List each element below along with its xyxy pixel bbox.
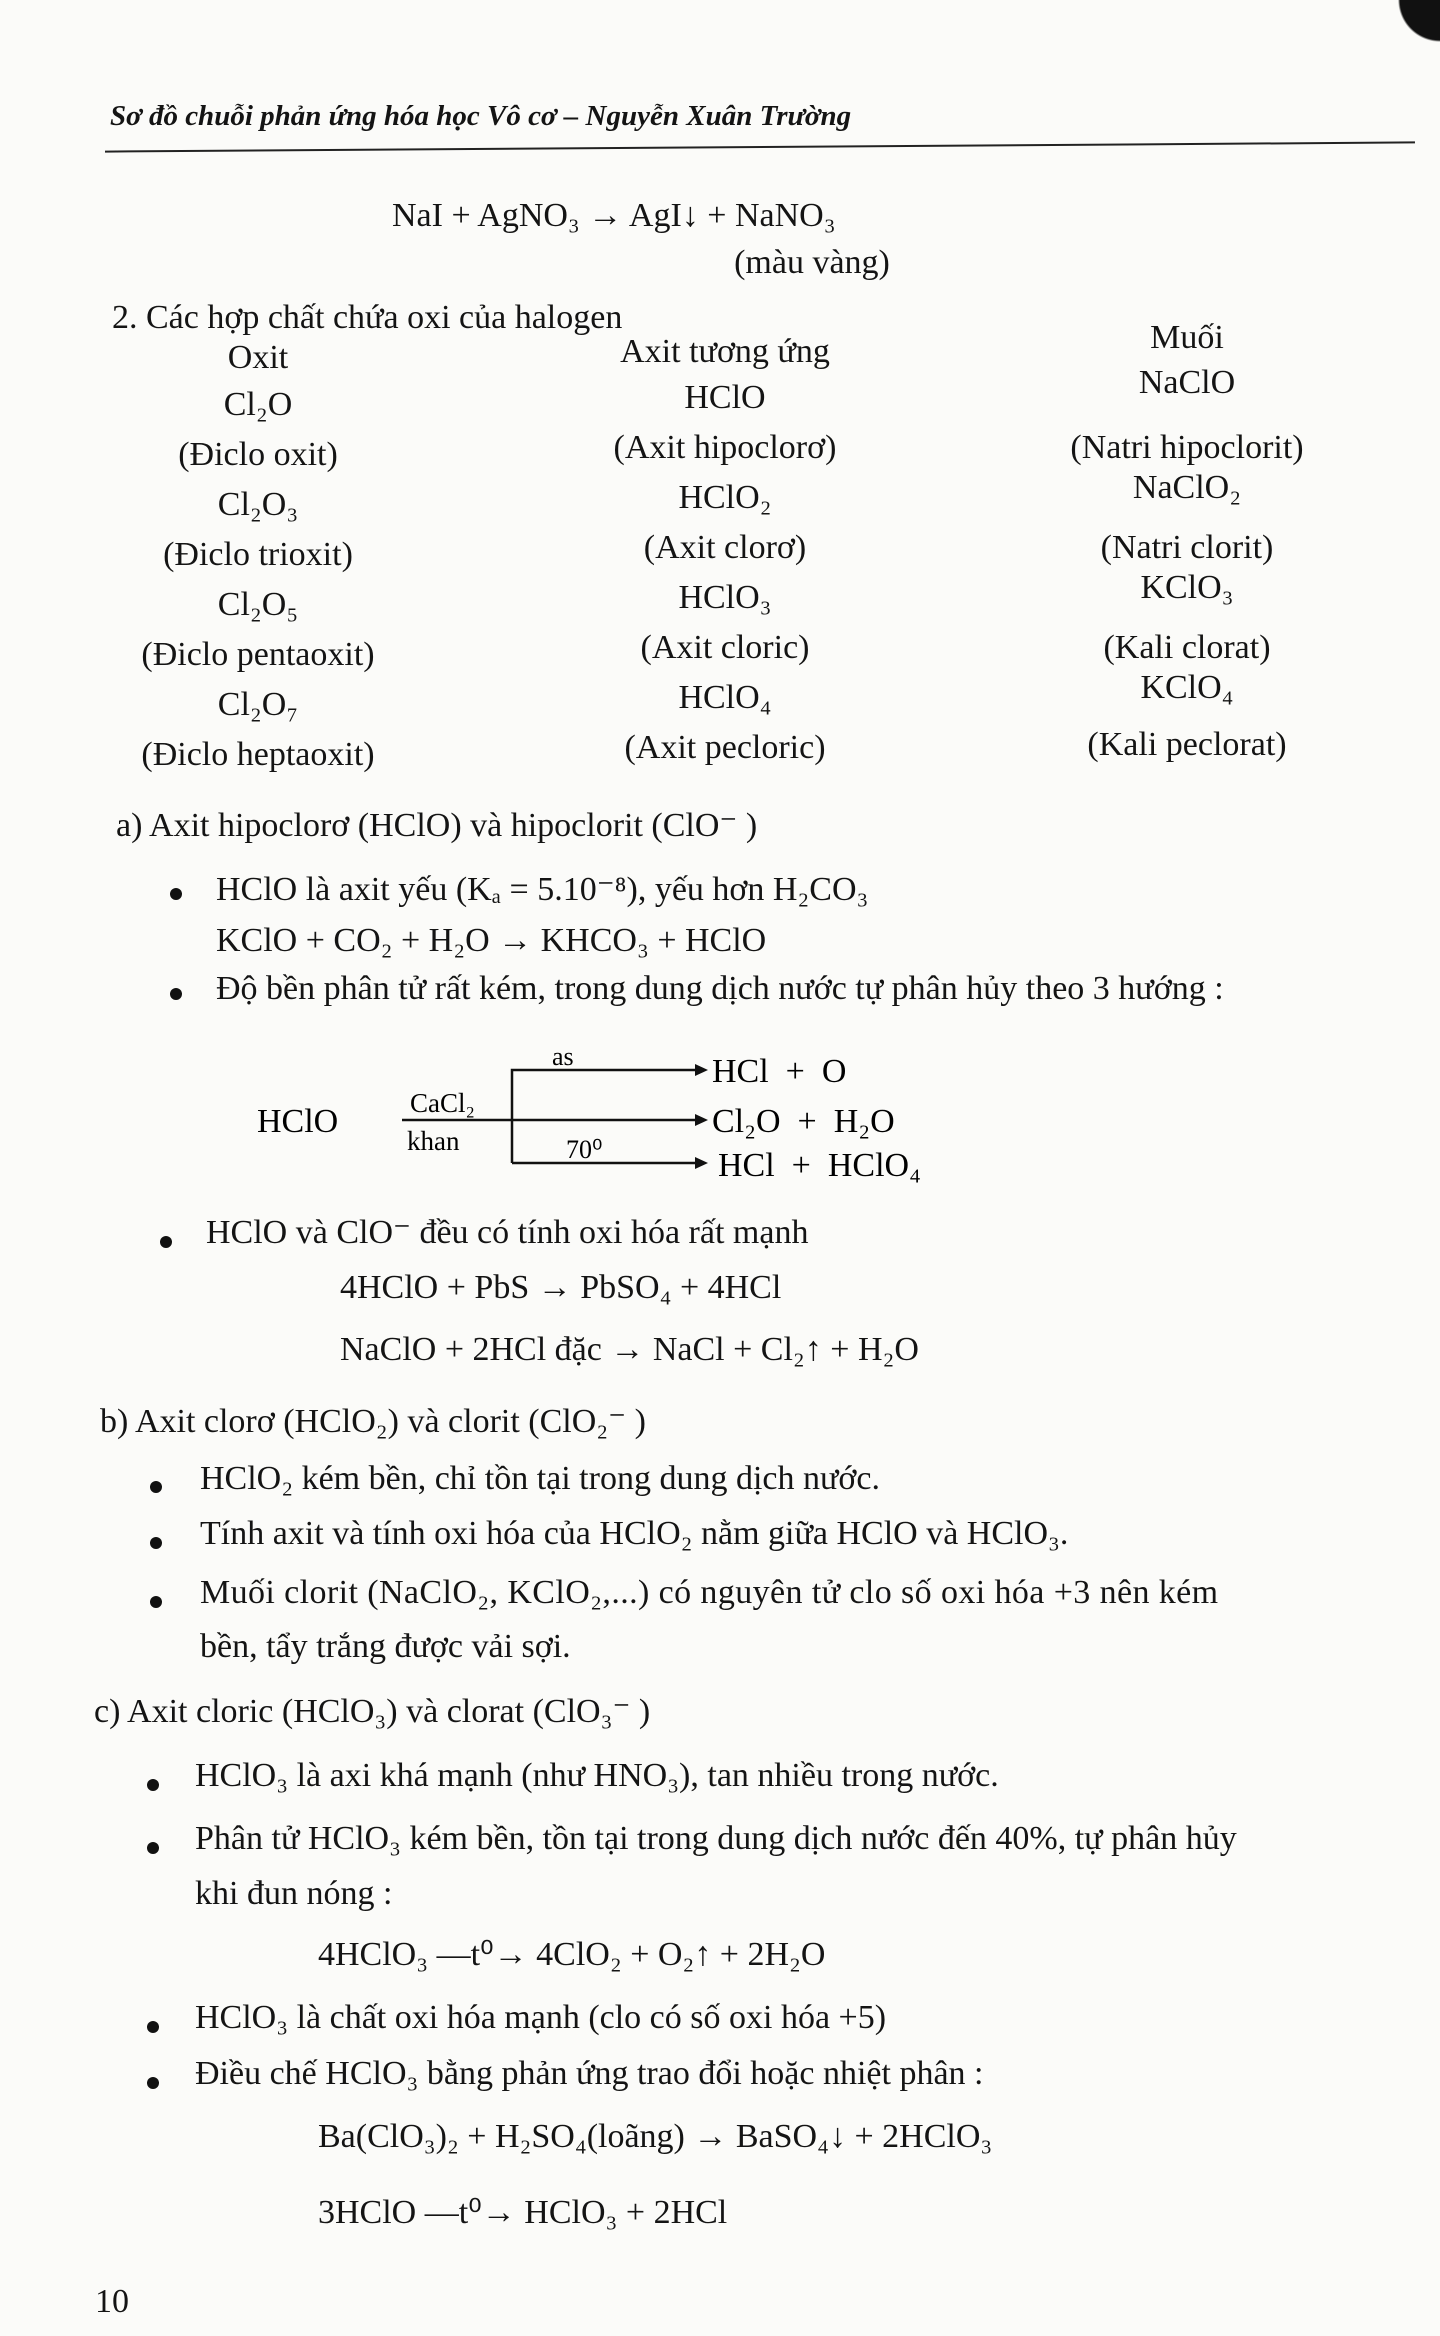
bullet — [147, 2021, 159, 2033]
branch3-products: HCl + HClO₄ — [718, 1147, 921, 1184]
table-cell: (Điclo trioxit) — [163, 536, 353, 573]
table-cell: (Điclo pentaoxit) — [141, 636, 375, 673]
branch2-products: Cl₂O + H₂O — [712, 1103, 895, 1140]
b-bullet-2: Tính axit và tính oxi hóa của HClO₂ nằm giữa HClO và HClO₃. — [200, 1515, 1069, 1552]
header-rule — [105, 141, 1415, 152]
hclo-decomposition-diagram — [240, 1040, 1000, 1190]
table-cell: (Điclo heptaoxit) — [141, 736, 375, 773]
branch1-products: HCl + O — [712, 1053, 847, 1090]
table-cell: NaClO — [1138, 364, 1236, 401]
bullet — [160, 1236, 172, 1248]
c-bullet-4: Điều chế HClO₃ bằng phản ứng trao đổi hoặc nhiệt phân : — [195, 2055, 984, 2092]
table-header: Axit tương ứng — [620, 333, 830, 370]
page-corner-shadow — [1380, 0, 1440, 60]
table-cell: NaClO₂ — [1132, 469, 1242, 506]
table-cell: KClO₃ — [1140, 569, 1234, 606]
c-equation-2: Ba(ClO₃)₂ + H₂SO₄(loãng) → BaSO₄↓ + 2HClO₃ — [318, 2118, 993, 2155]
table-cell: (Natri hipoclorit) — [1070, 429, 1304, 466]
a-equation-1: KClO + CO₂ + H₂O → KHCO₃ + HClO — [216, 922, 767, 959]
branch1-condition: as — [552, 1042, 574, 1071]
bullet — [147, 2077, 159, 2089]
c-equation-3: 3HClO —t⁰→ HClO₃ + 2HCl — [318, 2194, 728, 2231]
branch3-condition: 70⁰ — [566, 1135, 603, 1164]
a-bullet-1: HClO là axit yếu (Kₐ = 5.10⁻⁸), yếu hơn H₂CO₃ — [216, 871, 869, 908]
c-equation-1: 4HClO₃ —t⁰→ 4ClO₂ + O₂↑ + 2H₂O — [318, 1936, 826, 1973]
b-bullet-3-cont: bền, tẩy trắng được vải sợi. — [200, 1628, 571, 1665]
subsection-a-title: a) Axit hipoclorơ (HClO) và hipoclorit (ClO⁻ ) — [116, 807, 758, 844]
section-heading: 2. Các hợp chất chứa oxi của halogen — [112, 299, 623, 336]
a-equation-3: NaClO + 2HCl đặc → NaCl + Cl₂↑ + H₂O — [340, 1331, 919, 1368]
b-bullet-1: HClO₂ kém bền, chỉ tồn tại trong dung dịch nước. — [200, 1460, 880, 1497]
table-header: Muối — [1150, 319, 1224, 356]
table-cell: (Kali clorat) — [1103, 629, 1271, 666]
a-equation-2: 4HClO + PbS → PbSO₄ + 4HCl — [340, 1269, 782, 1306]
table-cell: HClO₄ — [678, 679, 772, 716]
table-cell: (Điclo oxit) — [178, 436, 338, 473]
table-cell: (Axit hipoclorơ) — [613, 429, 837, 466]
bullet — [170, 888, 182, 900]
b-bullet-3: Muối clorit (NaClO₂, KClO₂,...) có nguyên tử clo số oxi hóa +3 nên kém — [200, 1574, 1219, 1611]
equation-note: (màu vàng) — [734, 244, 890, 281]
a-bullet-3: HClO và ClO⁻ đều có tính oxi hóa rất mạnh — [206, 1214, 809, 1251]
reactant: HClO — [257, 1103, 339, 1140]
bullet — [147, 1779, 159, 1791]
page-number: 10 — [95, 2283, 129, 2320]
c-bullet-2: Phân tử HClO₃ kém bền, tồn tại trong dung dịch nước đến 40%, tự phân hủy — [195, 1820, 1237, 1857]
condition-bottom: khan — [407, 1126, 460, 1156]
bullet — [150, 1596, 162, 1608]
condition-top: CaCl₂ — [410, 1088, 475, 1118]
subsection-b-title: b) Axit clorơ (HClO₂) và clorit (ClO₂⁻ ) — [100, 1403, 646, 1440]
table-cell: (Axit cloric) — [640, 629, 810, 666]
table-cell: (Axit clorơ) — [643, 529, 807, 566]
table-cell: Cl₂O₅ — [217, 586, 299, 623]
table-cell: HClO₂ — [678, 479, 772, 516]
table-cell: HClO₃ — [678, 579, 772, 616]
c-bullet-1: HClO₃ là axi khá mạnh (như HNO₃), tan nhiều trong nước. — [195, 1757, 999, 1794]
table-cell: Cl₂O₃ — [217, 486, 299, 523]
table-cell: HClO — [684, 379, 766, 416]
a-bullet-2: Độ bền phân tử rất kém, trong dung dịch nước tự phân hủy theo 3 hướng : — [216, 970, 1224, 1007]
running-header: Sơ đồ chuỗi phản ứng hóa học Vô cơ – Nguyễn Xuân Trường — [110, 100, 852, 132]
equation-nai: NaI + AgNO₃ → AgI↓ + NaNO₃ — [392, 197, 836, 234]
c-bullet-3: HClO₃ là chất oxi hóa mạnh (clo có số oxi hóa +5) — [195, 1999, 887, 2036]
bullet — [150, 1481, 162, 1493]
bullet — [147, 1842, 159, 1854]
table-cell: Cl₂O — [223, 386, 293, 423]
bullet — [150, 1537, 162, 1549]
bullet — [170, 988, 182, 1000]
table-cell: (Natri clorit) — [1100, 529, 1274, 566]
c-bullet-2-cont: khi đun nóng : — [195, 1875, 393, 1912]
subsection-c-title: c) Axit cloric (HClO₃) và clorat (ClO₃⁻ ) — [94, 1693, 651, 1730]
table-header: Oxit — [227, 339, 289, 376]
table-cell: KClO₄ — [1140, 669, 1234, 706]
table-cell: (Axit pecloric) — [624, 729, 826, 766]
table-cell: Cl₂O₇ — [217, 686, 299, 723]
table-cell: (Kali peclorat) — [1087, 726, 1287, 763]
